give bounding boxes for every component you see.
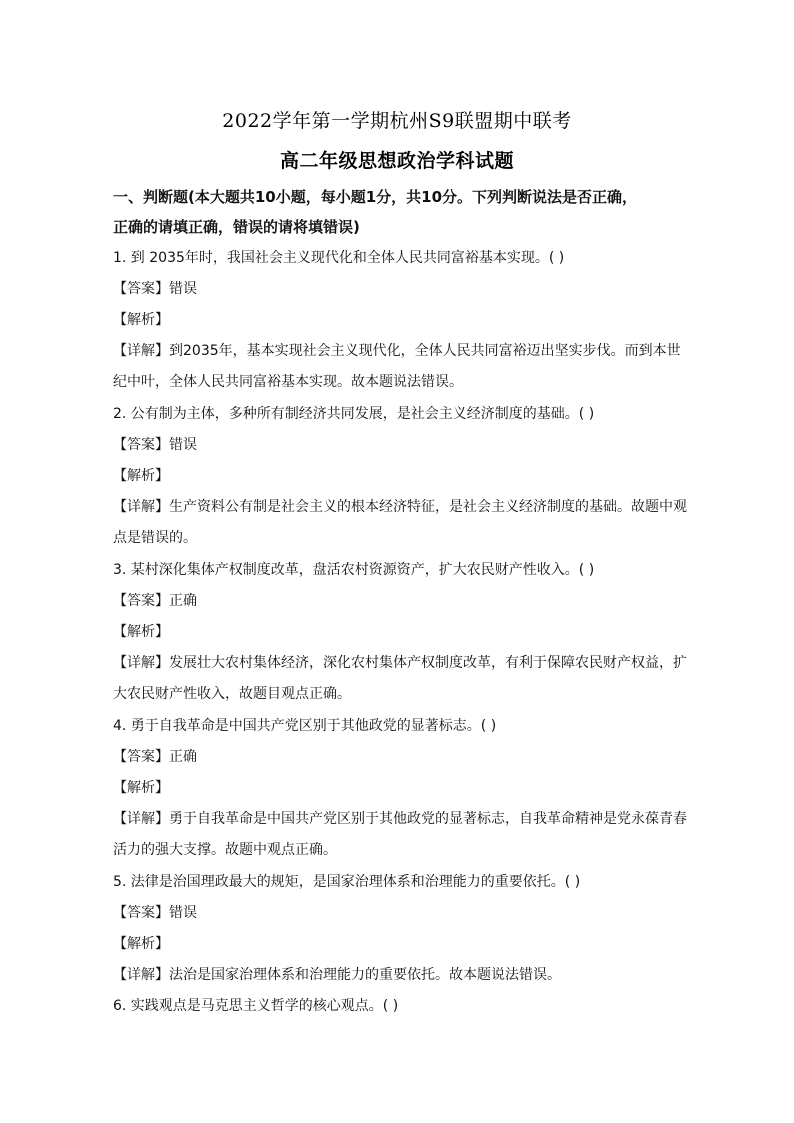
question-6-stem: 6. 实践观点是马克思主义哲学的核心观点。( ) [113,998,399,1014]
question-2-stem: 2. 公有制为主体，多种所有制经济共同发展，是社会主义经济制度的基础。( ) [113,406,595,422]
exam-title: 2022学年第一学期杭州S9联盟期中联考 [222,110,572,132]
detail-text: 发展壮大农村集体经济，深化农村集体产权制度改革，有利于保障农民财产权益，扩大农民财产性收入，故题目观点正确。 [113,655,687,702]
question-3-stem: 3. 某村深化集体产权制度改革，盘活农村资源资产，扩大农民财产性收入。( ) [113,562,595,578]
question-1-detail [113,336,693,398]
question-5-answer [113,903,693,923]
question-3-detail [113,648,693,710]
question-5-detail [113,965,693,985]
question-4-detail [113,804,693,866]
section-heading-line2: 正确的请填正确，错误的请将填错误) [113,218,360,236]
question-3-analysis: 【解析】 [113,624,169,640]
detail-text: 法治是国家治理体系和治理能力的重要依托。故本题说法错误。 [169,967,561,983]
answer-value: 错误 [169,281,197,297]
answer-value: 错误 [169,905,197,921]
answer-label: 【答案】 [113,437,169,453]
question-4-analysis: 【解析】 [113,780,169,796]
detail-label: 【详解】 [113,499,169,515]
detail-text: 生产资料公有制是社会主义的根本经济特征，是社会主义经济制度的基础。故题中观点是错误的。 [113,499,687,546]
detail-label: 【详解】 [113,655,169,671]
detail-label: 【详解】 [113,343,169,359]
answer-value: 正确 [169,593,197,609]
detail-text: 勇于自我革命是中国共产党区别于其他政党的显著标志，自我革命精神是党永葆青春活力的强大支撑。故题中观点正确。 [113,811,687,858]
question-2-detail [113,492,693,554]
exam-subtitle: 高二年级思想政治学科试题 [279,150,514,172]
answer-label: 【答案】 [113,905,169,921]
question-5-stem: 5. 法律是治国理政最大的规矩，是国家治理体系和治理能力的重要依托。( ) [113,874,581,890]
answer-value: 错误 [169,437,197,453]
question-1-stem: 1. 到 2035年时，我国社会主义现代化和全体人民共同富裕基本实现。( ) [113,250,565,266]
question-4-stem: 4. 勇于自我革命是中国共产党区别于其他政党的显著标志。( ) [113,718,497,734]
question-3-answer [113,591,693,611]
answer-label: 【答案】 [113,749,169,765]
answer-label: 【答案】 [113,593,169,609]
question-2-analysis: 【解析】 [113,468,169,484]
question-2-answer [113,435,693,455]
answer-value: 正确 [169,749,197,765]
detail-label: 【详解】 [113,967,169,983]
question-4-answer [113,747,693,767]
answer-label: 【答案】 [113,281,169,297]
question-1-analysis: 【解析】 [113,312,169,328]
question-5-analysis: 【解析】 [113,936,169,952]
detail-label: 【详解】 [113,811,169,827]
question-1-answer [113,279,693,299]
section-heading-line1: 一、判断题(本大题共10小题，每小题1分，共10分。下列判断说法是否正确， [113,188,638,206]
detail-text: 到2035年，基本实现社会主义现代化，全体人民共同富裕迈出坚实步伐。而到本世纪中叶，全体人民共同富裕基本实现。故本题说法错误。 [113,343,681,390]
